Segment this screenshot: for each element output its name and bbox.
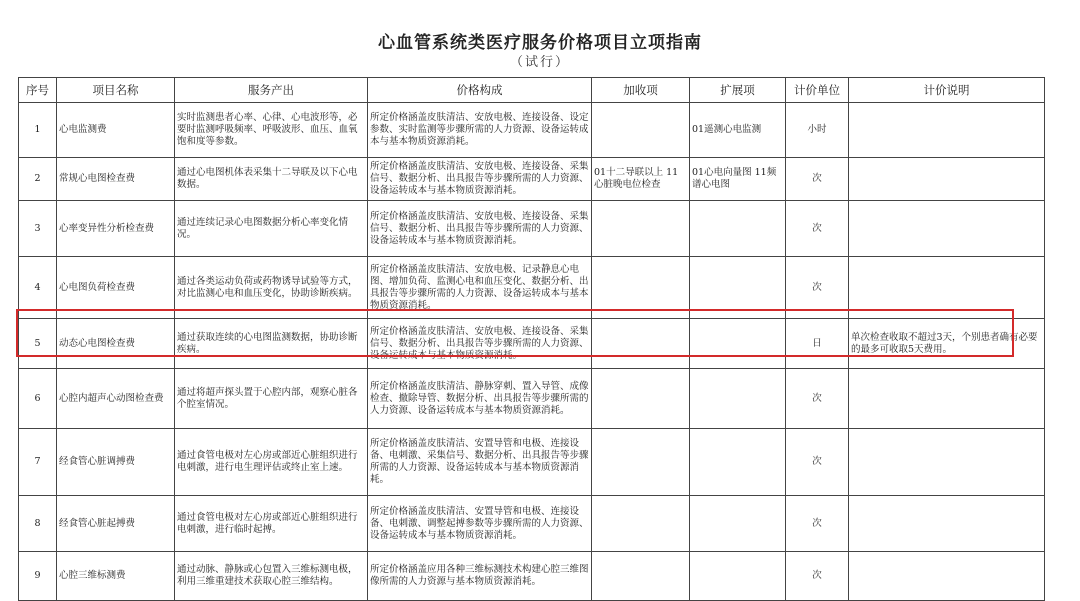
cell-note (849, 257, 1045, 319)
cell-unit: 次 (786, 429, 849, 496)
cell-surcharge (592, 257, 690, 319)
pricing-table (18, 77, 1045, 601)
cell-price: 所定价格涵盖皮肤清洁、安置导管和电极、连接设备、电刺激、采集信号、数据分析、出具报告等步骤所需的人力资源、设备运转成本与基本物质资源消耗。 (368, 429, 592, 496)
document-title: 心血管系统类医疗服务价格项目立项指南 (378, 33, 702, 53)
cell-seq: 6 (19, 369, 57, 429)
table-row (19, 158, 1045, 201)
cell-surcharge (592, 552, 690, 601)
cell-extension: 01心电向量图 11频谱心电图 (690, 158, 786, 201)
cell-price: 所定价格涵盖皮肤清洁、安放电极、连接设备、采集信号、数据分析、出具报告等步骤所需的人力资源、设备运转成本与基本物质资源消耗。 (368, 158, 592, 201)
cell-output: 通过连续记录心电图数据分析心率变化情况。 (175, 201, 368, 257)
cell-name: 经食管心脏调搏费 (57, 429, 175, 496)
cell-price: 所定价格涵盖皮肤清洁、安放电极、连接设备、采集信号、数据分析、出具报告等步骤所需的人力资源、设备运转成本与基本物质资源消耗。 (368, 201, 592, 257)
table-row (19, 496, 1045, 552)
cell-output: 通过获取连续的心电图监测数据，协助诊断疾病。 (175, 319, 368, 369)
cell-output: 实时监测患者心率、心律、心电波形等，必要时监测呼吸频率、呼吸波形、血压、血氧饱和度等参数。 (175, 103, 368, 158)
cell-price: 所定价格涵盖皮肤清洁、安放电极、连接设备、采集信号、数据分析、出具报告等步骤所需的人力资源、设备运转成本与基本物质资源消耗。 (368, 319, 592, 369)
cell-note (849, 552, 1045, 601)
cell-extension (690, 369, 786, 429)
cell-note (849, 369, 1045, 429)
cell-price: 所定价格涵盖皮肤清洁、静脉穿刺、置入导管、成像检查、撤除导管、数据分析、出具报告等步骤所需的人力资源、设备运转成本与基本物质资源消耗。 (368, 369, 592, 429)
cell-extension (690, 319, 786, 369)
cell-price: 所定价格涵盖皮肤清洁、安置导管和电极、连接设备、电刺激、调整起搏参数等步骤所需的人力资源、设备运转成本与基本物质资源消耗。 (368, 496, 592, 552)
cell-note (849, 158, 1045, 201)
cell-unit: 次 (786, 158, 849, 201)
table-row (19, 369, 1045, 429)
cell-note (849, 429, 1045, 496)
header-surcharge: 加收项 (592, 78, 690, 103)
cell-extension (690, 429, 786, 496)
cell-note (849, 201, 1045, 257)
cell-price: 所定价格涵盖应用各种三维标测技术构建心腔三维图像所需的人力资源与基本物质资源消耗。 (368, 552, 592, 601)
cell-name: 心腔内超声心动图检查费 (57, 369, 175, 429)
cell-surcharge (592, 103, 690, 158)
cell-surcharge (592, 319, 690, 369)
cell-surcharge (592, 201, 690, 257)
cell-price: 所定价格涵盖皮肤清洁、安放电极、记录静息心电图、增加负荷、监测心电和血压变化、数据分析、出具报告等步骤所需的人力资源、设备运转成本与基本物质资源消耗。 (368, 257, 592, 319)
cell-unit: 次 (786, 496, 849, 552)
document-subtitle: （试行） (509, 55, 570, 70)
cell-seq: 8 (19, 496, 57, 552)
cell-output: 通过将超声探头置于心腔内部，观察心脏各个腔室情况。 (175, 369, 368, 429)
cell-surcharge: 01十二导联以上 11心脏晚电位检查 (592, 158, 690, 201)
cell-seq: 4 (19, 257, 57, 319)
cell-unit: 次 (786, 257, 849, 319)
cell-name: 动态心电图检查费 (57, 319, 175, 369)
cell-extension (690, 201, 786, 257)
cell-price: 所定价格涵盖皮肤清洁、安放电极、连接设备、设定参数、实时监测等步骤所需的人力资源、设备运转成本与基本物质资源消耗。 (368, 103, 592, 158)
cell-extension (690, 496, 786, 552)
header-name: 项目名称 (57, 78, 175, 103)
cell-seq: 2 (19, 158, 57, 201)
cell-surcharge (592, 429, 690, 496)
cell-output: 通过心电图机体表采集十二导联及以下心电数据。 (175, 158, 368, 201)
cell-note (849, 103, 1045, 158)
header-seq: 序号 (19, 78, 57, 103)
cell-output: 通过食管电极对左心房或部近心脏组织进行电刺激，进行临时起搏。 (175, 496, 368, 552)
cell-note: 单次检查收取不超过3天，个别患者确有必要的最多可收取5天费用。 (849, 319, 1045, 369)
header-note: 计价说明 (849, 78, 1045, 103)
cell-name: 心电监测费 (57, 103, 175, 158)
table-row (19, 429, 1045, 496)
cell-name: 经食管心脏起搏费 (57, 496, 175, 552)
cell-extension: 01遥测心电监测 (690, 103, 786, 158)
cell-unit: 次 (786, 552, 849, 601)
table-row-highlighted (19, 319, 1045, 369)
table-row (19, 257, 1045, 319)
cell-seq: 9 (19, 552, 57, 601)
table-header-row (19, 78, 1045, 103)
cell-seq: 1 (19, 103, 57, 158)
header-extension: 扩展项 (690, 78, 786, 103)
cell-extension (690, 552, 786, 601)
table-row (19, 103, 1045, 158)
cell-seq: 5 (19, 319, 57, 369)
cell-surcharge (592, 496, 690, 552)
cell-name: 心率变异性分析检查费 (57, 201, 175, 257)
table-row (19, 552, 1045, 601)
cell-unit: 次 (786, 201, 849, 257)
cell-name: 常规心电图检查费 (57, 158, 175, 201)
header-price: 价格构成 (368, 78, 592, 103)
cell-seq: 7 (19, 429, 57, 496)
cell-unit: 日 (786, 319, 849, 369)
cell-note (849, 496, 1045, 552)
cell-unit: 小时 (786, 103, 849, 158)
cell-output: 通过动脉、静脉或心包置入三维标测电极，利用三维重建技术获取心腔三维结构。 (175, 552, 368, 601)
cell-name: 心电图负荷检查费 (57, 257, 175, 319)
cell-name: 心腔三维标测费 (57, 552, 175, 601)
cell-unit: 次 (786, 369, 849, 429)
table-row (19, 201, 1045, 257)
header-output: 服务产出 (175, 78, 368, 103)
cell-extension (690, 257, 786, 319)
cell-output: 通过食管电极对左心房或部近心脏组织进行电刺激，进行电生理评估或终止室上速。 (175, 429, 368, 496)
header-unit: 计价单位 (786, 78, 849, 103)
cell-seq: 3 (19, 201, 57, 257)
cell-surcharge (592, 369, 690, 429)
cell-output: 通过各类运动负荷或药物诱导试验等方式，对比监测心电和血压变化，协助诊断疾病。 (175, 257, 368, 319)
